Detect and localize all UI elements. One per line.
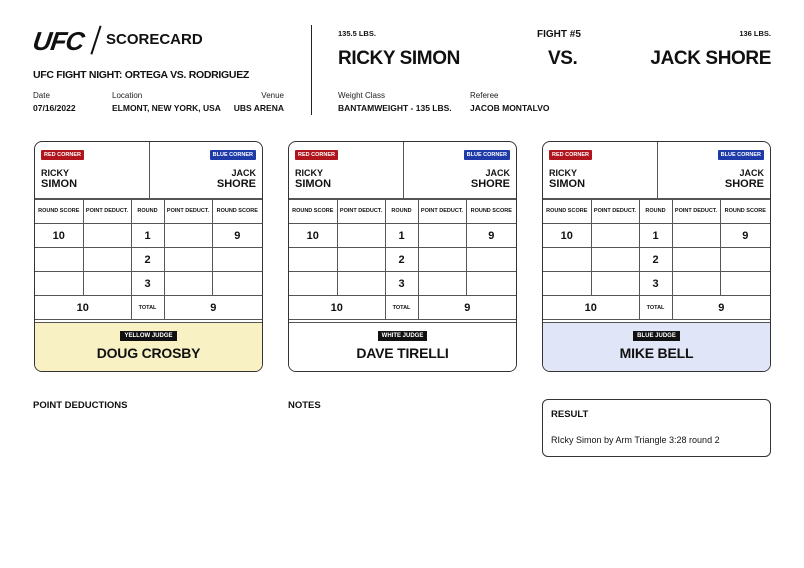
judge-scorecard xyxy=(542,141,771,372)
red-round-score xyxy=(35,248,83,272)
blue-point-deduct xyxy=(164,272,212,296)
red-last-name: SIMON xyxy=(549,178,586,190)
round-number: 1 xyxy=(131,224,164,248)
judge-scorecard xyxy=(34,141,263,372)
round-row xyxy=(289,272,516,296)
result-box xyxy=(542,399,771,457)
judge-badge: BLUE JUDGE xyxy=(633,331,680,341)
red-round-score: 10 xyxy=(289,224,337,248)
red-fighter xyxy=(295,168,331,190)
blue-point-deduct xyxy=(418,272,466,296)
fighter-header xyxy=(543,142,770,199)
blue-first-name: JACK xyxy=(739,168,764,178)
event-name: UFC FIGHT NIGHT: ORTEGA VS. RODRIGUEZ xyxy=(33,69,250,81)
round-number: 1 xyxy=(385,224,418,248)
red-first-name: RICKY xyxy=(295,168,324,178)
blue-point-deduct xyxy=(672,272,720,296)
blue-point-deduct xyxy=(418,248,466,272)
col-round-score: ROUND SCORE xyxy=(720,200,770,224)
blue-round-score: 9 xyxy=(212,224,262,248)
weight-class-label: Weight Class xyxy=(338,91,385,100)
notes-heading: NOTES xyxy=(288,400,321,411)
blue-last-name: SHORE xyxy=(470,178,510,190)
judge-badge: YELLOW JUDGE xyxy=(120,331,176,341)
score-table xyxy=(35,199,262,320)
score-table xyxy=(289,199,516,320)
blue-fighter xyxy=(471,168,510,190)
col-point-deduct: POINT DEDUCT. xyxy=(672,200,720,224)
total-label: TOTAL xyxy=(131,296,164,320)
score-table xyxy=(543,199,770,320)
blue-point-deduct xyxy=(164,248,212,272)
blue-point-deduct xyxy=(672,224,720,248)
weight-class-value: BANTAMWEIGHT - 135 LBS. xyxy=(338,103,452,113)
red-point-deduct xyxy=(83,272,131,296)
col-round-score: ROUND SCORE xyxy=(35,200,83,224)
col-round-score: ROUND SCORE xyxy=(212,200,262,224)
blue-fighter-name: JACK SHORE xyxy=(650,48,771,69)
blue-last-name: SHORE xyxy=(216,178,256,190)
red-fighter xyxy=(549,168,585,190)
red-round-score xyxy=(289,272,337,296)
blue-round-score xyxy=(720,248,770,272)
blue-round-score xyxy=(466,272,516,296)
blue-point-deduct xyxy=(418,224,466,248)
red-last-name: SIMON xyxy=(41,178,78,190)
vs-label: VS. xyxy=(548,48,578,69)
red-last-name: SIMON xyxy=(295,178,332,190)
judge-name: DOUG CROSBY xyxy=(96,345,201,361)
col-point-deduct: POINT DEDUCT. xyxy=(164,200,212,224)
blue-point-deduct xyxy=(672,248,720,272)
red-total: 10 xyxy=(35,296,131,320)
round-number: 2 xyxy=(639,248,672,272)
logo-divider xyxy=(90,26,101,55)
col-round-score: ROUND SCORE xyxy=(543,200,591,224)
date-label: Date xyxy=(33,91,50,100)
red-point-deduct xyxy=(337,272,385,296)
red-round-score xyxy=(543,272,591,296)
col-round-score: ROUND SCORE xyxy=(289,200,337,224)
judge-panel xyxy=(289,322,516,372)
venue-label: Venue xyxy=(261,91,284,100)
location-label: Location xyxy=(112,91,143,100)
doc-title: SCORECARD xyxy=(106,31,203,48)
red-first-name: RICKY xyxy=(41,168,70,178)
red-corner-badge: RED CORNER xyxy=(295,150,338,160)
judge-scorecard xyxy=(288,141,517,372)
col-round: ROUND xyxy=(131,200,164,224)
red-round-score: 10 xyxy=(543,224,591,248)
ufc-logo: UFC xyxy=(30,26,86,56)
col-round: ROUND xyxy=(385,200,418,224)
round-number: 3 xyxy=(385,272,418,296)
blue-total: 9 xyxy=(418,296,516,320)
red-round-score xyxy=(543,248,591,272)
blue-fighter xyxy=(217,168,256,190)
header-divider xyxy=(311,25,312,115)
red-point-deduct xyxy=(337,224,385,248)
total-label: TOTAL xyxy=(639,296,672,320)
red-fighter xyxy=(41,168,77,190)
judge-panel xyxy=(543,322,770,372)
round-row xyxy=(543,224,770,248)
judge-name: DAVE TIRELLI xyxy=(356,345,449,361)
round-row xyxy=(543,248,770,272)
col-point-deduct: POINT DEDUCT. xyxy=(591,200,639,224)
header-row xyxy=(289,200,516,224)
round-row xyxy=(543,272,770,296)
judge-badge: WHITE JUDGE xyxy=(378,331,428,341)
col-point-deduct: POINT DEDUCT. xyxy=(83,200,131,224)
blue-total: 9 xyxy=(164,296,262,320)
judge-panel xyxy=(35,322,262,372)
judge-name: MIKE BELL xyxy=(619,345,694,361)
blue-point-deduct xyxy=(164,224,212,248)
header-row xyxy=(543,200,770,224)
round-row xyxy=(35,224,262,248)
red-point-deduct xyxy=(591,224,639,248)
red-weight: 135.5 LBS. xyxy=(338,29,376,38)
blue-last-name: SHORE xyxy=(724,178,764,190)
blue-round-score xyxy=(212,248,262,272)
red-point-deduct xyxy=(591,272,639,296)
red-point-deduct xyxy=(83,224,131,248)
col-round-score: ROUND SCORE xyxy=(466,200,516,224)
red-round-score xyxy=(289,248,337,272)
red-fighter-name: RICKY SIMON xyxy=(338,48,460,69)
blue-corner-badge: BLUE CORNER xyxy=(210,150,256,160)
round-number: 2 xyxy=(131,248,164,272)
total-row xyxy=(35,296,262,320)
result-heading: RESULT xyxy=(551,409,589,420)
red-round-score xyxy=(35,272,83,296)
red-total: 10 xyxy=(543,296,639,320)
round-row xyxy=(35,272,262,296)
fight-number: FIGHT #5 xyxy=(537,29,581,40)
red-total: 10 xyxy=(289,296,385,320)
blue-first-name: JACK xyxy=(485,168,510,178)
col-round: ROUND xyxy=(639,200,672,224)
point-deductions-heading: POINT DEDUCTIONS xyxy=(33,400,128,411)
blue-total: 9 xyxy=(672,296,770,320)
referee-value: JACOB MONTALVO xyxy=(470,103,550,113)
round-row xyxy=(289,248,516,272)
red-point-deduct xyxy=(83,248,131,272)
result-text: RIcky Simon by Arm Triangle 3:28 round 2 xyxy=(551,435,720,445)
blue-first-name: JACK xyxy=(231,168,256,178)
header-row xyxy=(35,200,262,224)
venue-value: UBS ARENA xyxy=(233,103,284,113)
total-label: TOTAL xyxy=(385,296,418,320)
col-point-deduct: POINT DEDUCT. xyxy=(418,200,466,224)
blue-weight: 136 LBS. xyxy=(739,29,771,38)
round-number: 1 xyxy=(639,224,672,248)
round-row xyxy=(35,248,262,272)
red-corner-badge: RED CORNER xyxy=(41,150,84,160)
round-number: 3 xyxy=(131,272,164,296)
total-row xyxy=(543,296,770,320)
blue-round-score: 9 xyxy=(720,224,770,248)
blue-fighter xyxy=(725,168,764,190)
blue-corner-badge: BLUE CORNER xyxy=(464,150,510,160)
blue-round-score: 9 xyxy=(466,224,516,248)
red-point-deduct xyxy=(337,248,385,272)
referee-label: Referee xyxy=(470,91,499,100)
red-point-deduct xyxy=(591,248,639,272)
blue-round-score xyxy=(720,272,770,296)
red-corner-badge: RED CORNER xyxy=(549,150,592,160)
location-value: ELMONT, NEW YORK, USA xyxy=(112,103,221,113)
fighter-header xyxy=(289,142,516,199)
round-row xyxy=(289,224,516,248)
col-point-deduct: POINT DEDUCT. xyxy=(337,200,385,224)
red-round-score: 10 xyxy=(35,224,83,248)
red-first-name: RICKY xyxy=(549,168,578,178)
date-value: 07/16/2022 xyxy=(33,103,76,113)
blue-round-score xyxy=(212,272,262,296)
total-row xyxy=(289,296,516,320)
round-number: 2 xyxy=(385,248,418,272)
fighter-header xyxy=(35,142,262,199)
round-number: 3 xyxy=(639,272,672,296)
blue-round-score xyxy=(466,248,516,272)
blue-corner-badge: BLUE CORNER xyxy=(718,150,764,160)
